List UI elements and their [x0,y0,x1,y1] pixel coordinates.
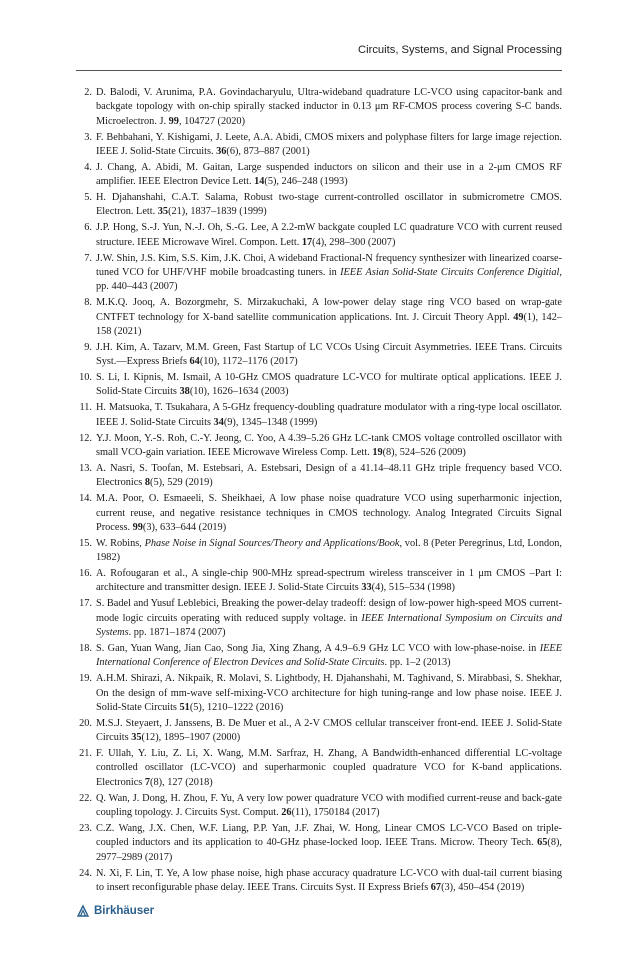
reference-text: (4), 515–534 (1998) [371,582,455,594]
reference-number: 20. [79,717,92,729]
reference-number: 6. [84,222,92,234]
reference-item [76,537,562,566]
reference-text: M.S.J. Steyaert, J. Janssens, B. De Muer et al., A 2-V CMOS cellular transceiver front-end. IEEE J. Solid-State Circuits [96,717,562,744]
reference-volume: 34 [213,416,224,428]
reference-number: 12. [79,432,92,444]
reference-text: H. Matsuoka, T. Tsukahara, A 5-GHz frequency-doubling quadrature modulator with a ring-type local oscillator. IEEE J. Solid-State Circuits [96,402,562,428]
reference-volume: 17 [301,236,313,248]
reference-text: Q. Wan, J. Dong, H. Zhou, F. Yu, A very low power quadrature VCO with modified current-reuse and back-gate coupling topology. J. Circuits Syst. Comput. [96,792,562,818]
reference-text: A. Rofougaran et al., A single-chip 900-MHz spread-spectrum wireless transceiver in 1 μm CMOS –Part I: architecture and transmitter design. IEEE J. Solid-State Circuits [96,568,562,594]
reference-item [76,221,562,250]
reference-number: 18. [79,642,92,654]
reference-text: (5), 1210–1222 (2016) [189,701,284,713]
reference-text: (10), 1626–1634 (2003) [189,386,289,398]
reference-text: Y.J. Moon, Y.-S. Roh, C.-Y. Jeong, C. Yoo, A 4.39–5.26 GHz LC-tank CMOS voltage controlled oscillator with small VCO-gain variation. IEEE Microwave Wireless Comp. Lett. [96,432,562,458]
reference-text: (5), 246–248 (1993) [264,176,348,188]
publisher-footer [76,904,154,918]
reference-number: 17. [79,598,92,610]
reference-text: A. Nasri, S. Toofan, M. Estebsari, A. Estebsari, Design of a 41.14–48.11 GHz triple frequency based VCO. Electronics [96,462,562,489]
reference-text: N. Xi, F. Lin, T. Ye, A low phase noise, high phase accuracy quadrature LC-VCO with dual-tail current biasing to insert reconfigurable phase delay. IEEE Trans. Circuits Syst. II Express Briefs [96,867,562,893]
reference-text: C.Z. Wang, J.X. Chen, W.F. Liang, P.P. Yan, J.F. Zhai, W. Hong, Linear CMOS LC-VCO Based on triple-coupled inductors and its application to 40-GHz phase-locked loop. IEEE Trans. Microw. Theory Tech. [96,822,562,849]
reference-text: S. Li, I. Kipnis, M. Ismail, A 10-GHz CMOS quadrature LC-VCO for multirate optical applications. IEEE J. Solid-State Circuits [96,372,562,398]
reference-number: 24. [79,867,92,879]
reference-volume: 26 [281,807,292,818]
reference-number: 11. [79,402,92,414]
reference-item [76,747,562,790]
reference-volume: 8 [144,477,151,489]
reference-number: 15. [79,537,92,549]
reference-item [76,341,562,370]
reference-text: (9), 1345–1348 (1999) [223,416,318,428]
reference-text: J.W. Shin, J.S. Kim, S.S. Kim, J.K. Choi, A wideband Fractional-N frequency synthesizer with linearized coarse-tuned VCO for UHF/VHF mobile broadcasting tuners. in [96,252,562,278]
reference-item [76,191,562,220]
reference-number: 3. [84,131,92,143]
reference-text: , pp. 440–443 (2007) [96,267,562,293]
reference-text: F. Behbahani, Y. Kishigami, J. Leete, A.A. Abidi, CMOS mixers and polyphase filters for large image rejection. IEEE J. Solid-State Circuits. [96,131,562,157]
reference-number: 16. [79,568,92,580]
reference-text: (8), 2977–2989 (2017) [96,837,562,863]
reference-text: D. Balodi, V. Arunima, P.A. Govindacharyulu, Ultra-wideband quadrature LC-VCO using capacitor-bank and backgate topology with on-chip spirally stacked inductor in 0.13 μm RF-CMOS process covering S-C bands. Microelectron. J. [96,87,562,127]
reference-item [76,296,562,339]
reference-item [76,792,562,821]
reference-text: (1), 142–158 (2021) [96,311,562,337]
reference-text: (11), 1750184 (2017) [291,807,380,818]
reference-item [76,432,562,461]
running-header: Circuits, Systems, and Signal Processing [358,44,562,56]
reference-text: H. Djahanshahi, C.A.T. Salama, Robust two-stage current-controlled oscillator in submicrometre CMOS. Electron. Lett. [96,192,562,218]
reference-venue: IEEE International Conference of Electron Devices and Solid-State Circuits [96,642,562,669]
reference-text: (10), 1172–1176 (2017) [199,356,298,368]
reference-text: J.P. Hong, S.-J. Yun, N.-J. Oh, S.-G. Lee, A 2.2-mW backgate coupled LC quadrature VCO with current reused structure. IEEE Microwave Wirel. Compon. Lett. [96,222,562,248]
reference-volume: 65 [537,837,548,849]
reference-volume: 99 [168,115,179,127]
reference-item [76,401,562,430]
reference-number: 19. [79,673,92,685]
reference-number: 4. [84,161,92,173]
reference-item [76,131,562,160]
reference-volume: 14 [254,176,265,188]
reference-number: 14. [79,493,92,505]
reference-number: 7. [84,252,92,264]
header-rule [76,70,562,71]
reference-text: (21), 1837–1839 (1999) [168,206,267,218]
reference-text: . pp. 1–2 (2013) [384,657,451,669]
reference-text: F. Ullah, Y. Liu, Z. Li, X. Wang, M.M. Sarfraz, H. Zhang, A Bandwidth-enhanced differential LC-voltage controlled oscillator (LC-VCO) and superharmonic coupled quadrature VCO for K-band applications. Electronics [96,748,562,788]
reference-item [76,822,562,865]
reference-text: (12), 1895–1907 (2000) [141,732,241,744]
reference-venue: Phase Noise in Signal Sources/Theory and Applications/Book [144,537,400,549]
reference-number: 21. [79,748,92,760]
reference-item [76,161,562,190]
reference-text: S. Gan, Yuan Wang, Jian Cao, Song Jia, Xing Zhang, A 4.9–6.9 GHz LC VCO with low-phase-noise. in [96,642,540,654]
birkhauser-logo-icon [76,904,90,918]
reference-item [76,86,562,129]
reference-number: 23. [79,822,92,834]
reference-list [76,86,562,897]
publisher-name: Birkhäuser [94,905,155,917]
reference-venue: IEEE Asian Solid-State Circuits Conference Digitial [340,267,560,278]
reference-volume: 33 [361,582,372,594]
reference-text: J. Chang, A. Abidi, M. Gaitan, Large suspended inductors on silicon and their use in a 2-μm CMOS RF amplifier. IEEE Electron Device Lett. [96,161,562,188]
reference-volume: 36 [216,145,227,157]
reference-volume: 7 [144,776,151,788]
reference-text: , 104727 (2020) [178,115,246,127]
reference-text: (6), 873–887 (2001) [226,145,310,157]
reference-volume: 99 [132,521,143,533]
reference-volume: 35 [131,732,142,744]
reference-number: 5. [84,192,92,204]
reference-text: (3), 450–454 (2019) [441,881,525,893]
reference-text: (8), 524–526 (2009) [382,447,466,458]
reference-item [76,492,562,535]
reference-volume: 64 [189,356,200,368]
reference-item [76,867,562,896]
reference-item [76,371,562,400]
reference-text: . pp. 1871–1874 (2007) [128,627,226,638]
reference-item [76,642,562,671]
reference-text: , vol. 8 (Peter Peregrinus, Ltd, London, 1982) [96,537,562,564]
reference-text: (8), 127 (2018) [150,776,213,788]
reference-volume: 38 [179,386,190,398]
reference-number: 2. [84,87,92,98]
reference-volume: 67 [430,881,442,893]
reference-number: 13. [79,462,92,474]
reference-text: (3), 633–644 (2019) [142,521,227,533]
reference-number: 10. [79,372,92,384]
reference-item [76,567,562,596]
reference-number: 9. [84,341,92,353]
reference-text: A.H.M. Shirazi, A. Nikpaik, R. Molavi, S. Lightbody, H. Djahanshahi, M. Taghivand, S. Mirabbasi, S. Shekhar, On the design of mm-wave self-mixing-VCO architecture for high tuning-range and low phase noise. IEEE J. Solid-State Circuits [96,673,562,713]
reference-item [76,462,562,491]
reference-item [76,597,562,640]
reference-venue: IEEE International Symposium on Circuits and Systems [96,612,562,638]
reference-text: (5), 529 (2019) [150,477,213,489]
reference-text: (4), 298–300 (2007) [312,236,396,248]
reference-item [76,672,562,715]
reference-text: M.A. Poor, O. Esmaeeli, S. Sheikhaei, A low phase noise quadrature VCO using superharmonic injection, current reuse, and negative resistance techniques in CMOS technology. Analog Integrated Circuits Signal Process. [96,493,562,533]
reference-number: 22. [79,792,92,804]
reference-text: M.K.Q. Jooq, A. Bozorgmehr, S. Mirzakuchaki, A low-power delay stage ring VCO based on wrap-gate CNTFET technology for X-band satellite communication applications. Int. J. Circuit Theory Appl. [96,297,562,323]
reference-number: 8. [84,297,92,309]
reference-volume: 51 [179,701,190,713]
reference-volume: 19 [372,447,383,458]
reference-volume: 49 [513,311,524,323]
reference-volume: 35 [157,206,169,218]
reference-text: W. Robins, [96,537,145,549]
reference-item [76,717,562,746]
reference-item [76,252,562,295]
reference-text: J.H. Kim, A. Tazarv, M.M. Green, Fast Startup of LC VCOs Using Circuit Asymmetries. IEEE Trans. Circuits Syst.—Express Briefs [96,341,562,368]
reference-text: S. Badel and Yusuf Leblebici, Breaking the power-delay tradeoff: design of low-power high-speed MOS current-mode logic circuits operating with reduced supply voltage. in [96,598,562,624]
